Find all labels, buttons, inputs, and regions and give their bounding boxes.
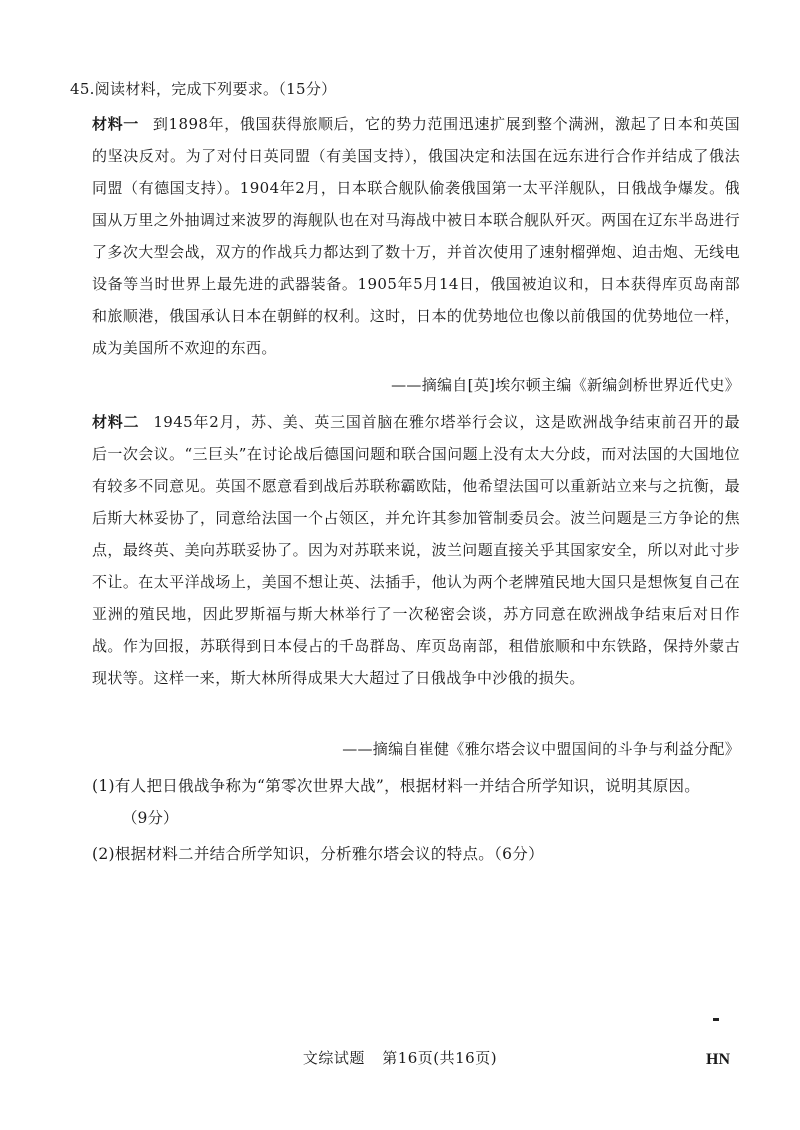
sub-question-1: (1)有人把日俄战争称为“第零次世界大战”，根据材料一并结合所学知识，说明其原因。 <box>92 777 701 795</box>
scan-mark <box>713 1018 719 1021</box>
footer-page-number: 第16页(共16页) <box>382 1049 498 1067</box>
material-one <box>92 108 740 364</box>
footer-subject: 文综试题 <box>302 1049 365 1067</box>
question-title: 45.阅读材料，完成下列要求。（15分） <box>70 80 337 98</box>
sub-question-2: (2)根据材料二并结合所学知识，分析雅尔塔会议的特点。（6分） <box>92 845 544 863</box>
material-one-text: 到1898年，俄国获得旅顺后，它的势力范围迅速扩展到整个满洲，激起了日本和英国的坚决反对。为了对付日英同盟（有美国支持），俄国决定和法国在远东进行合作并结成了俄法同盟（有德国支持）。1904年2月，日本联合舰队偷袭俄国第一太平洋舰队，日俄战争爆发。俄国从万里之外抽调过来波罗的海舰队也在对马海战中被日本联合舰队歼灭。两国在辽东半岛进行了多次大型会战，双方的作战兵力都达到了数十万，并首次使用了速射榴弹炮、迫击炮、无线电设备等当时世界上最先进的武器装备。1905年5月14日，俄国被迫议和，日本获得库页岛南部和旅顺港，俄国承认日本在朝鲜的权利。这时，日本的优势地位也像以前俄国的优势地位一样，成为美国所不欢迎的东西。 <box>92 115 741 357</box>
material-two-source: ——摘编自崔健《雅尔塔会议中盟国间的斗争与利益分配》 <box>342 740 740 758</box>
material-two-text: 1945年2月，苏、美、英三国首脑在雅尔塔举行会议，这是欧洲战争结束前召开的最后一次会议。“三巨头”在讨论战后德国问题和联合国问题上没有太大分歧，而对法国的大国地位有较多不同意见。英国不愿意看到战后苏联称霸欧陆，他希望法国可以重新站立来与之抗衡，最后斯大林妥协了，同意给法国一个占领区，并允许其参加管制委员会。波兰问题是三方争论的焦点，最终英、美向苏联妥协了。因为对苏联来说，波兰问题直接关乎其国家安全，所以对此寸步不让。在太平洋战场上，美国不想让英、法插手，他认为两个老牌殖民地大国只是想恢复自己在亚洲的殖民地，因此罗斯福与斯大林举行了一次秘密会谈，苏方同意在欧洲战争结束后对日作战。作为回报，苏联得到日本侵占的千岛群岛、库页岛南部，租借旅顺和中东铁路，保持外蒙古现状等。这样一来，斯大林所得成果大大超过了日俄战争中沙俄的损失。 <box>92 413 740 687</box>
material-two <box>92 406 740 694</box>
material-one-source: ——摘编自[英]埃尔顿主编《新编剑桥世界近代史》 <box>391 376 740 394</box>
page-footer <box>0 1047 800 1068</box>
region-code: HN <box>706 1051 730 1068</box>
material-two-label: 材料二 <box>92 413 140 431</box>
sub-question-1-score: （9分） <box>122 809 179 827</box>
material-one-label: 材料一 <box>92 115 139 133</box>
